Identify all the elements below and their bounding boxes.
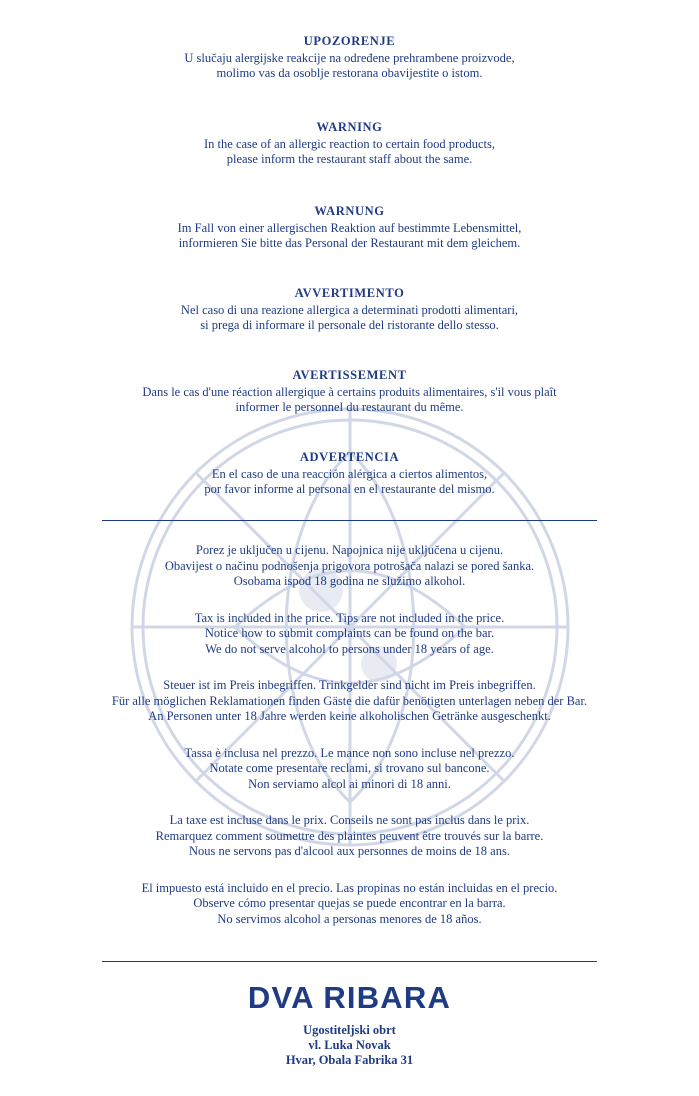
- warning-line: si prega di informare il personale del ristorante dello stesso.: [200, 317, 499, 332]
- spacer: [0, 80, 699, 120]
- footer: [0, 980, 699, 1068]
- note-block-it: [20, 746, 680, 793]
- warning-heading-de: WARNUNG: [314, 204, 385, 218]
- spacer: [0, 250, 699, 286]
- note-block-hr: [20, 543, 680, 590]
- note-line: Nous ne servons pas d'alcool aux personnes de moins de 18 ans.: [189, 844, 510, 858]
- notes-section: [20, 543, 680, 927]
- note-line: No servimos alcohol a personas menores de 18 años.: [217, 911, 482, 926]
- spacer: [0, 332, 699, 368]
- note-line: Für alle möglichen Reklamationen finden Gäste die dafür benötigten unterlagen neben der Bar.: [111, 693, 588, 708]
- warning-line: Nel caso di una reazione allergica a determinati prodotti alimentari,: [180, 303, 519, 317]
- warning-line: informieren Sie bitte das Personal der Restaurant mit dem gleichem.: [178, 235, 521, 250]
- warning-block-en: [30, 120, 670, 166]
- spacer: [0, 166, 699, 204]
- warning-heading-hr: UPOZORENJE: [303, 34, 396, 48]
- note-line: Notate come presentare reclami, si trovano sul bancone.: [209, 761, 490, 775]
- warning-block-de: [30, 204, 670, 250]
- warning-line: In the case of an allergic reaction to certain food products,: [204, 137, 495, 151]
- warning-block-hr: [30, 34, 670, 80]
- note-line: An Personen unter 18 Jahre werden keine alkoholischen Getränke ausgeschenkt.: [148, 709, 551, 723]
- warning-block-fr: [30, 368, 670, 414]
- divider-top: [102, 520, 597, 521]
- divider-bottom: [102, 961, 597, 962]
- note-block-de: [20, 678, 680, 725]
- owner-name: vl. Luka Novak: [308, 1038, 391, 1052]
- note-line: Notice how to submit complaints can be found on the bar.: [204, 626, 495, 640]
- warning-heading-it: AVVERTIMENTO: [294, 286, 405, 300]
- note-block-en: [20, 611, 680, 658]
- warning-heading-en: WARNING: [316, 120, 383, 134]
- warning-heading-fr: AVERTISSEMENT: [292, 368, 407, 382]
- note-line: Obavijest o načinu podnošenja prigovora potrošača nalazi se pored šanka.: [164, 558, 535, 573]
- note-line: Steuer ist im Preis inbegriffen. Trinkgelder sind nicht im Preis inbegriffen.: [163, 678, 536, 692]
- warning-line: Dans le cas d'une réaction allergique à certains produits alimentaires, s'il vous plaît: [142, 385, 557, 399]
- restaurant-name: DVA RIBARA: [247, 980, 452, 1015]
- note-line: Tassa è inclusa nel prezzo. Le mance non sono incluse nel prezzo.: [184, 745, 515, 760]
- note-line: Tax is included in the price. Tips are not included in the price.: [194, 610, 505, 625]
- note-line: Observe cómo presentar quejas se puede encontrar en la barra.: [193, 896, 506, 910]
- note-line: Porez je uključen u cijenu. Napojnica nije uključena u cijenu.: [195, 543, 504, 557]
- note-line: Osobama ispod 18 godina ne služimo alkohol.: [233, 574, 466, 588]
- warning-line: molimo vas da osoblje restorana obavijestite o istom.: [216, 65, 483, 80]
- note-block-es: [20, 881, 680, 928]
- address: Hvar, Obala Fabrika 31: [285, 1053, 414, 1067]
- spacer: [0, 414, 699, 450]
- note-line: La taxe est incluse dans le prix. Conseils ne sont pas inclus dans le prix.: [169, 813, 530, 827]
- note-line: Non serviamo alcol ai minori di 18 anni.: [248, 776, 451, 791]
- warning-line: please inform the restaurant staff about the same.: [226, 151, 473, 166]
- warning-line: informer le personnel du restaurant du même.: [235, 399, 464, 414]
- note-line: Remarquez comment soumettre des plaintes peuvent être trouvés sur la barre.: [155, 828, 544, 843]
- note-line: El impuesto está incluido en el precio. Las propinas no están incluidas en el precio.: [141, 880, 558, 895]
- warning-line: U slučaju alergijske reakcije na određene prehrambene proizvode,: [184, 51, 515, 65]
- warning-line: Im Fall von einer allergischen Reaktion auf bestimmte Lebensmittel,: [177, 221, 522, 235]
- note-line: We do not serve alcohol to persons under 18 years of age.: [205, 641, 494, 656]
- warning-line: En el caso de una reacción alérgica a ciertos alimentos,: [211, 467, 488, 481]
- warning-heading-es: ADVERTENCIA: [299, 450, 400, 464]
- warning-block-it: [30, 286, 670, 332]
- business-type: Ugostiteljski obrt: [303, 1023, 396, 1037]
- warning-block-es: [30, 450, 670, 496]
- note-block-fr: [20, 813, 680, 860]
- warning-line: por favor informe al personal en el restaurante del mismo.: [204, 481, 495, 496]
